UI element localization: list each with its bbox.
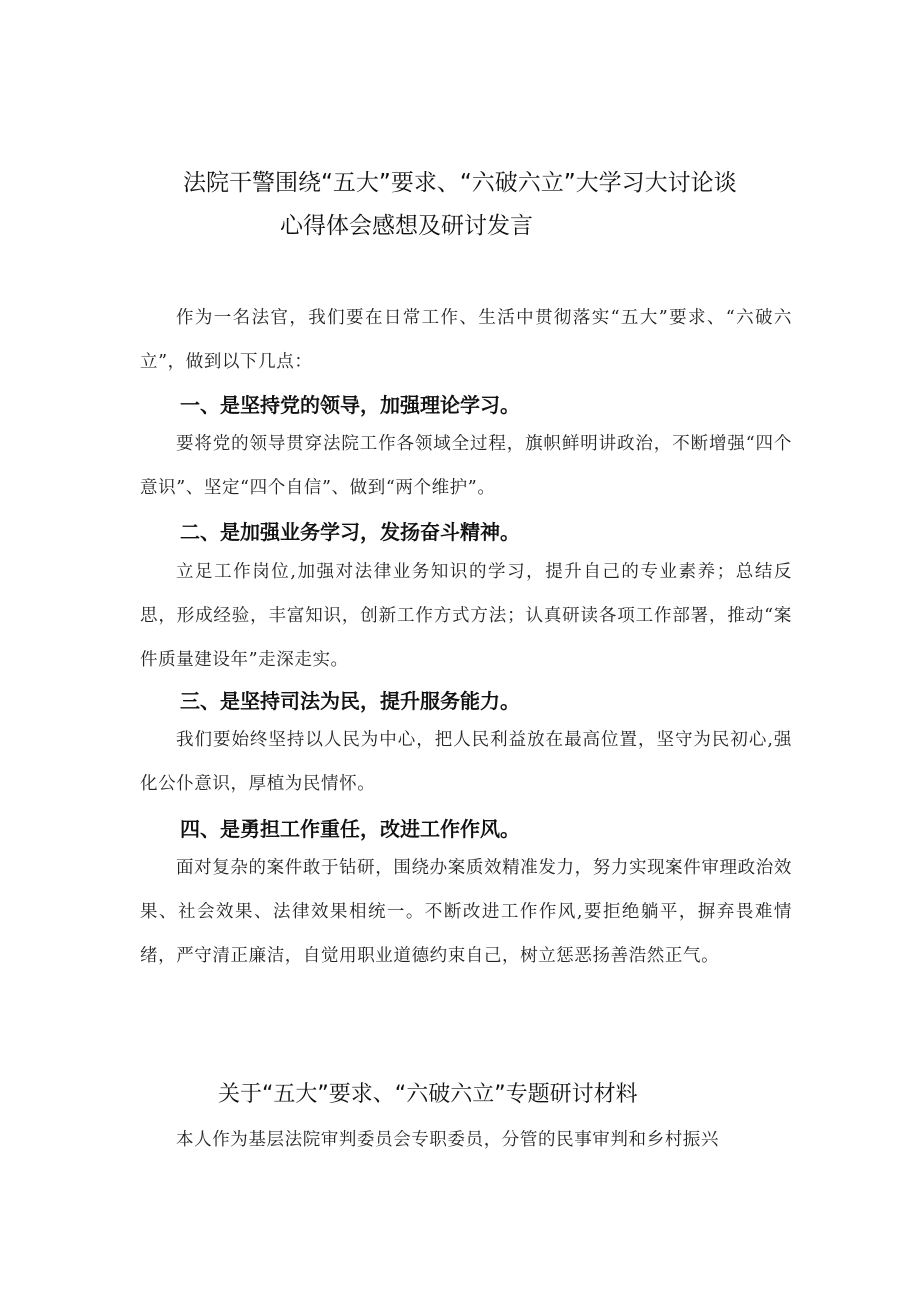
section-heading-4: 四、是勇担工作重任，改进工作作风。 xyxy=(180,817,520,841)
document-title-line-1: 法院干警围绕“五大”要求、“六破六立”大学习大讨论谈 xyxy=(183,170,737,196)
intro-paragraph: 作为一名法官，我们要在日常工作、生活中贯彻落实“五大”要求、“六破六立”，做到以下几点： xyxy=(140,308,792,372)
section-heading-2: 二、是加强业务学习，发扬奋斗精神。 xyxy=(180,520,520,544)
section-body-2: 立足工作岗位,加强对法律业务知识的学习，提升自己的专业素养；总结反思，形成经验，丰富知识，创新工作方式方法；认真研读各项工作部署，推动“案件质量建设年”走深走实。 xyxy=(140,562,792,670)
document-title-line-2: 心得体会感想及研讨发言 xyxy=(280,213,533,239)
section-body-3: 我们要始终坚持以人民为中心，把人民利益放在最高位置，坚守为民初心,强化公仆意识，厚植为民情怀。 xyxy=(140,730,792,794)
second-article-title: 关于“五大”要求、“六破六立”专题研讨材料 xyxy=(218,1082,638,1107)
second-article-intro: 本人作为基层法院审判委员会专职委员，分管的民事审判和乡村振兴 xyxy=(176,1130,719,1150)
section-body-4: 面对复杂的案件敢于钻研，围绕办案质效精准发力，努力实现案件审理政治效果、社会效果、法律效果相统一。不断改进工作作风,要拒绝躺平，摒弃畏难情绪，严守清正廉洁，自觉用职业道德约束自己，树立惩恶扬善浩然正气。 xyxy=(140,858,792,966)
section-body-1: 要将党的领导贯穿法院工作各领域全过程，旗帜鲜明讲政治，不断增强“四个意识”、坚定“四个自信”、做到“两个维护”。 xyxy=(140,434,792,498)
section-heading-1: 一、是坚持党的领导，加强理论学习。 xyxy=(180,393,520,417)
section-heading-3: 三、是坚持司法为民，提升服务能力。 xyxy=(180,689,520,713)
